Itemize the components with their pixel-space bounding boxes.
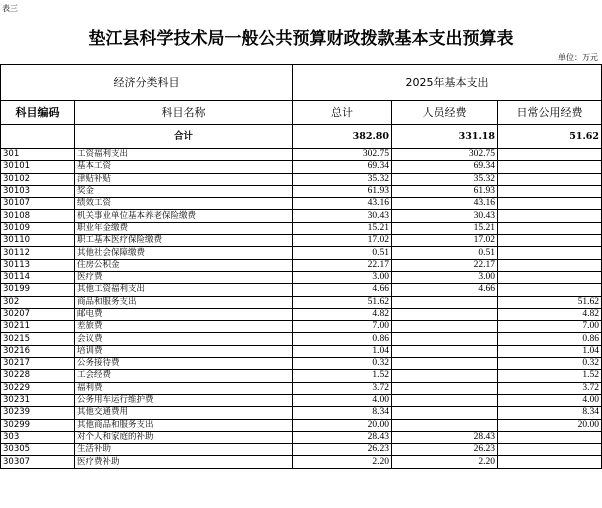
table-row xyxy=(1,345,602,357)
row-personnel: 0.51 xyxy=(392,247,498,259)
row-total: 28.43 xyxy=(293,431,392,443)
row-name: 职业年金缴费 xyxy=(75,222,293,234)
category-header: 经济分类科目 xyxy=(1,65,293,101)
row-public xyxy=(498,235,602,247)
row-total: 17.02 xyxy=(293,235,392,247)
row-name: 其他交通费用 xyxy=(75,407,293,419)
row-public xyxy=(498,185,602,197)
row-public: 4.82 xyxy=(498,308,602,320)
row-code: 30228 xyxy=(1,370,75,382)
row-public: 8.34 xyxy=(498,407,602,419)
row-total: 61.93 xyxy=(293,185,392,197)
total-row xyxy=(1,125,602,149)
row-code: 30112 xyxy=(1,247,75,259)
row-public: 51.62 xyxy=(498,296,602,308)
row-personnel: 30.43 xyxy=(392,210,498,222)
row-personnel: 35.32 xyxy=(392,173,498,185)
row-name: 工资福利支出 xyxy=(75,149,293,161)
table-row xyxy=(1,370,602,382)
row-code: 302 xyxy=(1,296,75,308)
row-name: 公务接待费 xyxy=(75,358,293,370)
row-public xyxy=(498,271,602,283)
row-total: 51.62 xyxy=(293,296,392,308)
row-name: 差旅费 xyxy=(75,321,293,333)
row-total: 2.20 xyxy=(293,456,392,468)
row-personnel: 22.17 xyxy=(392,259,498,271)
table-row xyxy=(1,321,602,333)
row-total: 3.00 xyxy=(293,271,392,283)
table-row xyxy=(1,247,602,259)
row-personnel xyxy=(392,296,498,308)
table-row xyxy=(1,173,602,185)
row-name: 奖金 xyxy=(75,185,293,197)
table-row xyxy=(1,296,602,308)
row-name: 其他工资福利支出 xyxy=(75,284,293,296)
table-row xyxy=(1,419,602,431)
table-row xyxy=(1,259,602,271)
row-public xyxy=(498,259,602,271)
row-name: 机关事业单位基本养老保险缴费 xyxy=(75,210,293,222)
row-personnel: 26.23 xyxy=(392,444,498,456)
name-header: 科目名称 xyxy=(75,101,293,125)
row-total: 0.51 xyxy=(293,247,392,259)
row-public: 4.00 xyxy=(498,394,602,406)
row-total: 1.52 xyxy=(293,370,392,382)
row-name: 生活补助 xyxy=(75,444,293,456)
table-row xyxy=(1,185,602,197)
row-public xyxy=(498,247,602,259)
total-label: 合计 xyxy=(75,125,293,149)
table-row xyxy=(1,235,602,247)
page-title: 垫江县科学技术局一般公共预算财政拨款基本支出预算表 xyxy=(88,29,514,49)
row-name: 医疗费 xyxy=(75,271,293,283)
row-name: 公务用车运行维护费 xyxy=(75,394,293,406)
total-public: 51.62 xyxy=(498,125,602,149)
row-code: 30299 xyxy=(1,419,75,431)
table-number-label: 表三 xyxy=(2,4,18,13)
row-name: 医疗费补助 xyxy=(75,456,293,468)
row-public: 1.04 xyxy=(498,345,602,357)
row-personnel xyxy=(392,358,498,370)
budget-table xyxy=(0,64,602,469)
row-total: 4.00 xyxy=(293,394,392,406)
row-public xyxy=(498,198,602,210)
table-row xyxy=(1,394,602,406)
row-public: 0.32 xyxy=(498,358,602,370)
row-code: 30211 xyxy=(1,321,75,333)
row-total: 30.43 xyxy=(293,210,392,222)
row-name: 商品和服务支出 xyxy=(75,296,293,308)
row-total: 26.23 xyxy=(293,444,392,456)
row-total: 20.00 xyxy=(293,419,392,431)
row-code: 30199 xyxy=(1,284,75,296)
row-name: 绩效工资 xyxy=(75,198,293,210)
row-public: 7.00 xyxy=(498,321,602,333)
table-row xyxy=(1,444,602,456)
total-personnel: 331.18 xyxy=(392,125,498,149)
row-name: 对个人和家庭的补助 xyxy=(75,431,293,443)
row-public xyxy=(498,444,602,456)
row-personnel xyxy=(392,382,498,394)
row-personnel: 3.00 xyxy=(392,271,498,283)
row-total: 1.04 xyxy=(293,345,392,357)
row-public: 1.52 xyxy=(498,370,602,382)
row-name: 住房公积金 xyxy=(75,259,293,271)
table-row xyxy=(1,284,602,296)
row-personnel xyxy=(392,419,498,431)
row-personnel xyxy=(392,308,498,320)
row-personnel xyxy=(392,394,498,406)
row-code: 30307 xyxy=(1,456,75,468)
row-code: 303 xyxy=(1,431,75,443)
row-public xyxy=(498,149,602,161)
row-personnel xyxy=(392,333,498,345)
row-personnel: 61.93 xyxy=(392,185,498,197)
row-code: 301 xyxy=(1,149,75,161)
row-public xyxy=(498,222,602,234)
row-public xyxy=(498,173,602,185)
table-row xyxy=(1,198,602,210)
row-total: 43.16 xyxy=(293,198,392,210)
row-total: 302.75 xyxy=(293,149,392,161)
row-total: 0.32 xyxy=(293,358,392,370)
row-public xyxy=(498,161,602,173)
row-name: 会议费 xyxy=(75,333,293,345)
row-personnel xyxy=(392,407,498,419)
row-personnel: 4.66 xyxy=(392,284,498,296)
row-personnel xyxy=(392,321,498,333)
row-total: 35.32 xyxy=(293,173,392,185)
row-name: 其他商品和服务支出 xyxy=(75,419,293,431)
row-total: 22.17 xyxy=(293,259,392,271)
table-row xyxy=(1,222,602,234)
row-code: 30114 xyxy=(1,271,75,283)
total-total: 382.80 xyxy=(293,125,392,149)
row-code: 30102 xyxy=(1,173,75,185)
row-personnel: 28.43 xyxy=(392,431,498,443)
personnel-header: 人员经费 xyxy=(392,101,498,125)
table-row xyxy=(1,161,602,173)
row-name: 福利费 xyxy=(75,382,293,394)
row-total: 4.66 xyxy=(293,284,392,296)
row-personnel: 2.20 xyxy=(392,456,498,468)
row-personnel: 302.75 xyxy=(392,149,498,161)
public-header: 日常公用经费 xyxy=(498,101,602,125)
row-public: 0.86 xyxy=(498,333,602,345)
row-code: 30216 xyxy=(1,345,75,357)
table-row xyxy=(1,333,602,345)
year-expense-header: 2025年基本支出 xyxy=(293,65,602,101)
row-total: 0.86 xyxy=(293,333,392,345)
row-code: 30215 xyxy=(1,333,75,345)
table-row xyxy=(1,407,602,419)
table-row xyxy=(1,149,602,161)
table-row xyxy=(1,210,602,222)
table-row xyxy=(1,271,602,283)
table-row xyxy=(1,358,602,370)
header-row-1 xyxy=(1,65,602,101)
row-name: 基本工资 xyxy=(75,161,293,173)
row-personnel: 69.34 xyxy=(392,161,498,173)
total-code-cell xyxy=(1,125,75,149)
row-code: 30207 xyxy=(1,308,75,320)
row-name: 职工基本医疗保险缴费 xyxy=(75,235,293,247)
total-header: 总计 xyxy=(293,101,392,125)
code-header: 科目编码 xyxy=(1,101,75,125)
row-code: 30113 xyxy=(1,259,75,271)
row-personnel: 15.21 xyxy=(392,222,498,234)
row-code: 30108 xyxy=(1,210,75,222)
row-code: 30239 xyxy=(1,407,75,419)
row-total: 3.72 xyxy=(293,382,392,394)
row-personnel: 17.02 xyxy=(392,235,498,247)
row-personnel xyxy=(392,370,498,382)
table-row xyxy=(1,382,602,394)
row-code: 30103 xyxy=(1,185,75,197)
row-code: 30101 xyxy=(1,161,75,173)
row-code: 30231 xyxy=(1,394,75,406)
header-row-2 xyxy=(1,101,602,125)
row-name: 邮电费 xyxy=(75,308,293,320)
row-personnel xyxy=(392,345,498,357)
unit-label: 单位：万元 xyxy=(558,53,598,62)
row-total: 4.82 xyxy=(293,308,392,320)
row-total: 7.00 xyxy=(293,321,392,333)
row-name: 津贴补贴 xyxy=(75,173,293,185)
row-code: 30107 xyxy=(1,198,75,210)
row-code: 30217 xyxy=(1,358,75,370)
row-public xyxy=(498,284,602,296)
row-public xyxy=(498,456,602,468)
row-code: 30229 xyxy=(1,382,75,394)
row-personnel: 43.16 xyxy=(392,198,498,210)
row-code: 30110 xyxy=(1,235,75,247)
row-name: 其他社会保障缴费 xyxy=(75,247,293,259)
row-name: 培训费 xyxy=(75,345,293,357)
table-row xyxy=(1,308,602,320)
row-total: 15.21 xyxy=(293,222,392,234)
row-code: 30109 xyxy=(1,222,75,234)
row-public xyxy=(498,210,602,222)
table-row xyxy=(1,456,602,468)
row-public: 20.00 xyxy=(498,419,602,431)
row-code: 30305 xyxy=(1,444,75,456)
row-public: 3.72 xyxy=(498,382,602,394)
table-row xyxy=(1,431,602,443)
row-name: 工会经费 xyxy=(75,370,293,382)
row-total: 69.34 xyxy=(293,161,392,173)
row-public xyxy=(498,431,602,443)
row-total: 8.34 xyxy=(293,407,392,419)
